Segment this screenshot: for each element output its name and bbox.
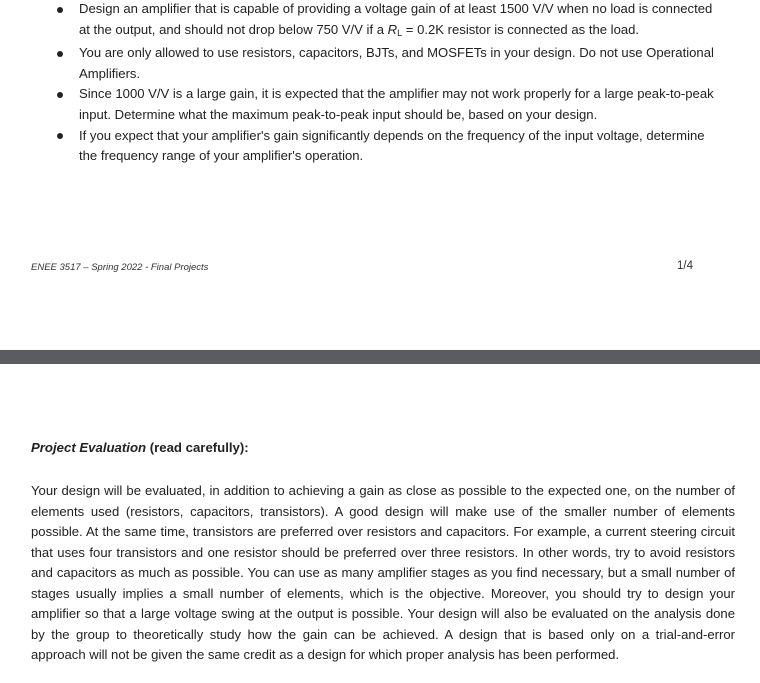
resistor-symbol: R: [387, 21, 398, 37]
requirement-text-a: Design an amplifier that is capable of providing a voltage gain of at least 1500 V/V when no load is connected at the output, and should not drop below 750 V/V if a: [79, 1, 713, 37]
page-footer-course: ENEE 3517 – Spring 2022 - Final Projects: [31, 262, 209, 273]
list-item: [52, 84, 722, 125]
bullet-icon: [57, 51, 63, 57]
bullet-icon: [57, 92, 63, 98]
requirement-text: You are only allowed to use resistors, capacitors, BJTs, and MOSFETs in your design. Do not use Operational Amplifiers.: [79, 45, 714, 81]
page-number: 1/4: [677, 260, 693, 272]
evaluation-paragraph: Your design will be evaluated, in addition to achieving a gain as close as possible to the expected one, on the number of elements used (resistors, capacitors, transistors). A good design will make use of the smaller number of elements possible. At the same time, transistors are preferred over resistors and capacitors. For example, a current steering circuit that uses four transistors and one resistor should be preferred over three resistors. In other words, try to avoid resistors and capacitors as much as possible. You can use as many amplifier stages as you find necessary, but a small number of stages usually implies a small number of elements, which is the objective. Moreover, you should try to design your amplifier so that a large voltage swing at the output is possible. Your design will also be evaluated on the analysis done by the group to theoretically study how the gain can be achieved. A design that is based only on a trial-and-error approach will not be given the same credit as a design for which proper analysis has been performed.: [31, 483, 735, 662]
list-item: [52, 43, 722, 84]
section-title-italic: Project Evaluation: [31, 440, 147, 455]
resistor-subscript: L: [397, 27, 403, 38]
section-title: [31, 440, 249, 455]
requirement-text: Since 1000 V/V is a large gain, it is expected that the amplifier may not work properly for a large peak-to-peak input. Determine what the maximum peak-to-peak input should be, based on your design.: [79, 86, 714, 122]
bullet-icon: [57, 133, 63, 139]
section-title-rest: (read carefully):: [146, 440, 249, 455]
requirement-text: If you expect that your amplifier's gain significantly depends on the frequency of the input voltage, determine the frequency range of your amplifier's operation.: [79, 127, 705, 164]
list-item: [52, 0, 722, 43]
requirements-list: [52, 0, 722, 167]
requirement-text-b: = 0.2K resistor is connected as the load.: [402, 21, 640, 37]
bullet-icon: [57, 7, 63, 13]
list-item: [52, 126, 722, 167]
page-divider: [0, 350, 760, 364]
page-two: [0, 364, 760, 683]
